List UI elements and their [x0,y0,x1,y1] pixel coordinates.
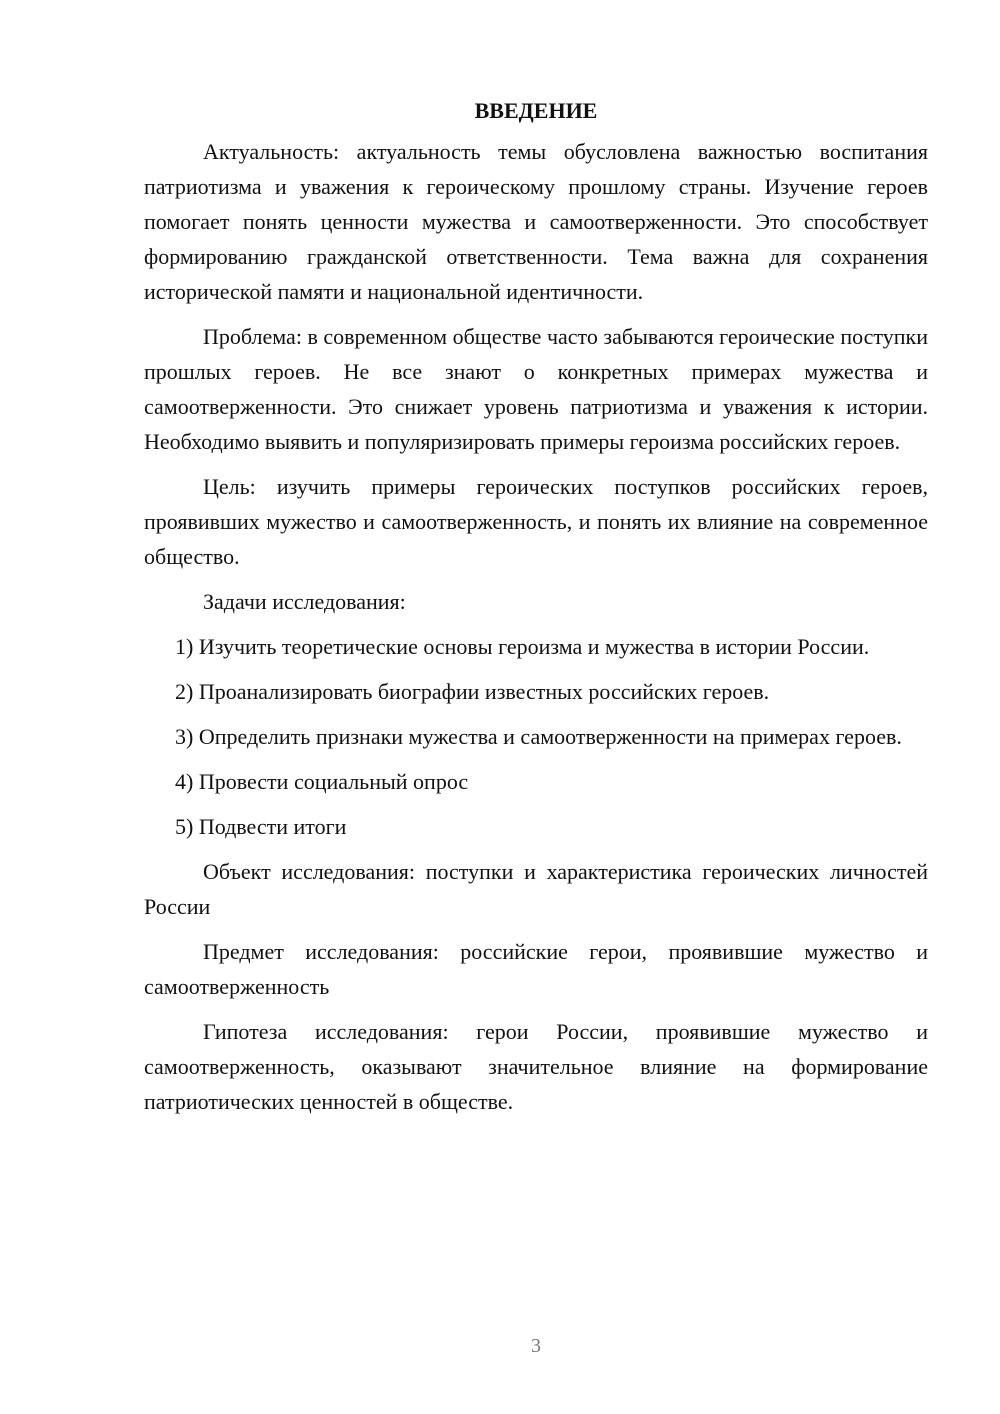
hypothesis-paragraph: Гипотеза исследования: герои России, проявившие мужество и самоотверженность, оказывают значительное влияние на формирование патриотических ценностей в обществе. [144,1019,928,1114]
task-item: 2) Проанализировать биографии известных российских героев. [175,679,770,704]
goal-paragraph: Цель: изучить примеры героических поступков российских героев, проявивших мужество и самоотверженность, и понять их влияние на современное общество. [144,474,928,569]
task-item: 3) Определить признаки мужества и самоотверженности на примерах героев. [175,724,902,749]
task-item: 5) Подвести итоги [175,814,347,839]
task-item: 4) Провести социальный опрос [175,769,469,794]
relevance-paragraph: Актуальность: актуальность темы обусловлена важностью воспитания патриотизма и уважения к героическому прошлому страны. Изучение героев помогает понять ценности мужества и самоотверженности. Это способствует формированию гражданской ответственности. Тема важна для сохранения исторической памяти и национальной идентичности. [144,139,928,304]
page-number: 3 [531,1335,541,1357]
subject-paragraph: Предмет исследования: российские герои, проявившие мужество и самоотверженность [144,939,928,999]
document-page [144,94,928,1119]
problem-paragraph: Проблема: в современном обществе часто забываются героические поступки прошлых героев. Не все знают о конкретных примерах мужества и самоотверженности. Это снижает уровень патриотизма и уважения к истории. Необходимо выявить и популяризировать примеры героизма российских героев. [144,324,928,454]
object-paragraph: Объект исследования: поступки и характеристика героических личностей России [144,859,928,919]
tasks-heading: Задачи исследования: [203,589,406,614]
task-item: 1) Изучить теоретические основы героизма и мужества в истории России. [175,634,870,659]
page-title: ВВЕДЕНИЕ [474,98,598,123]
